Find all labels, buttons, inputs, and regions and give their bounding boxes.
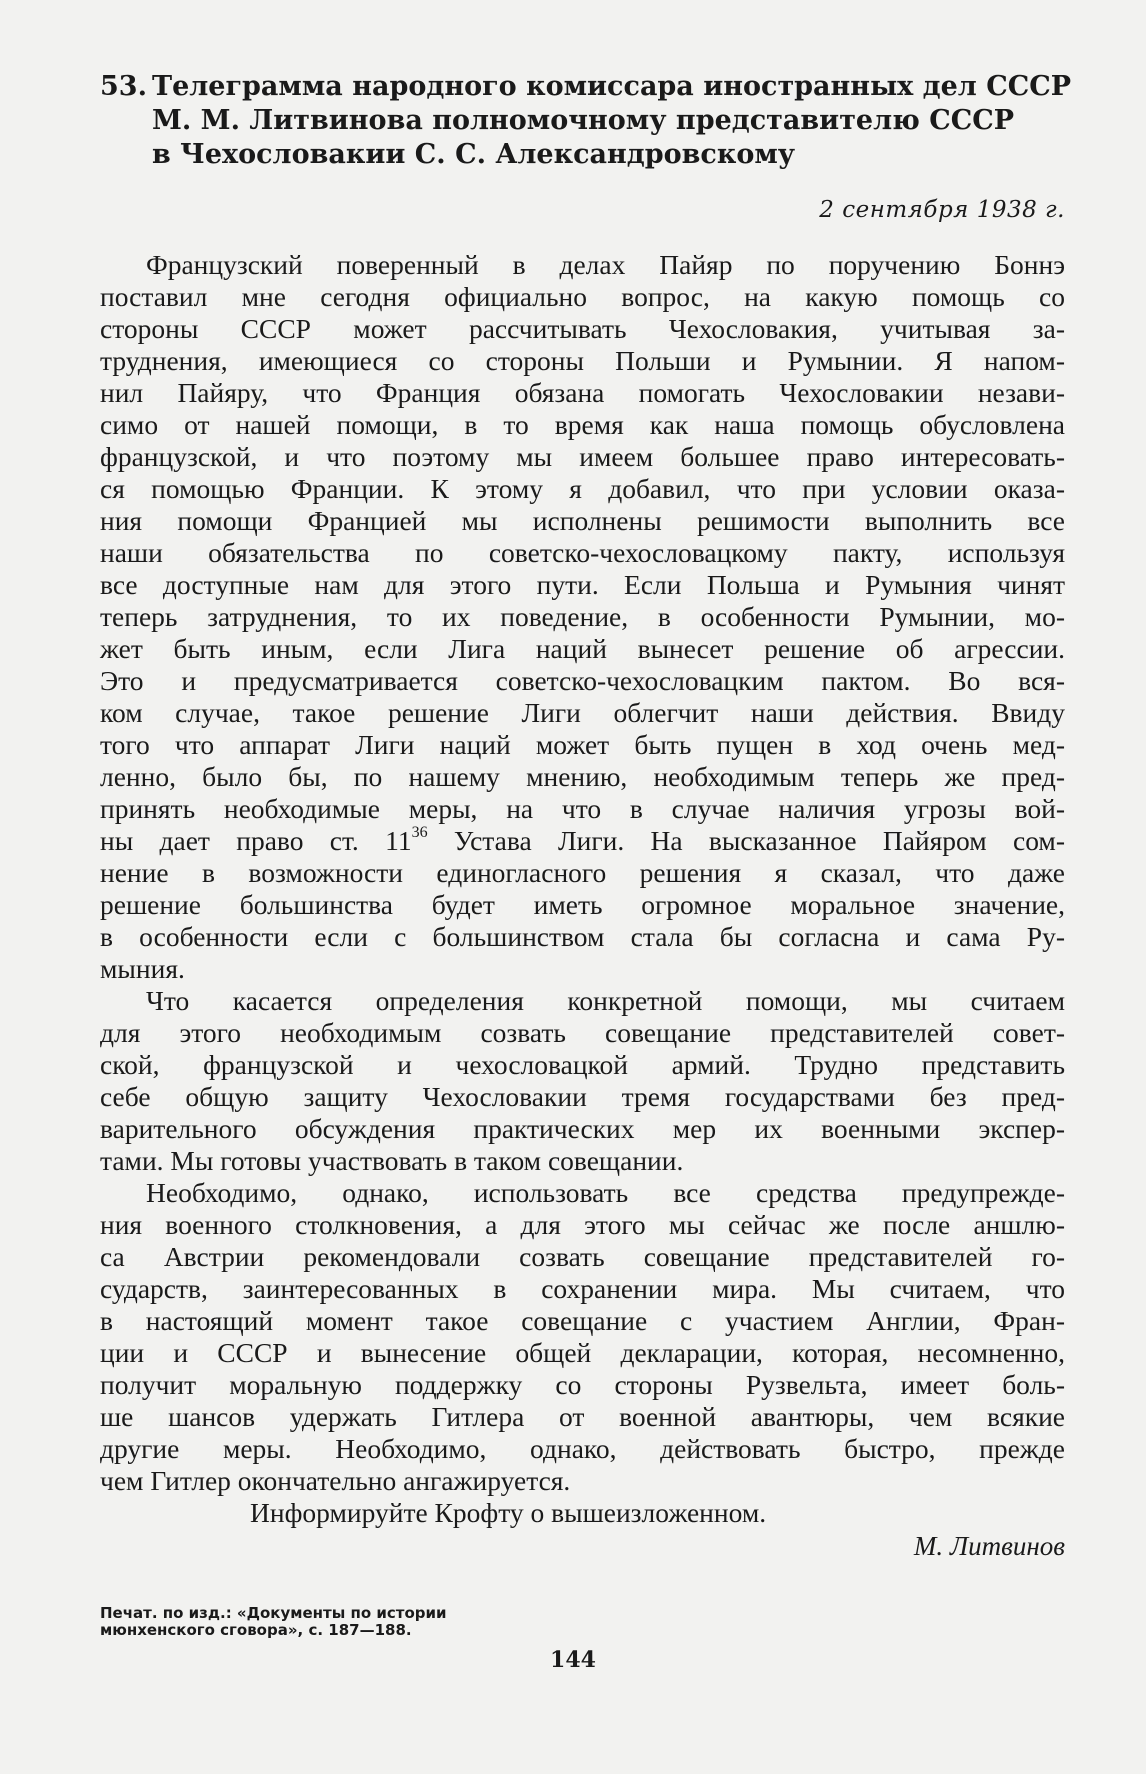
text-segment: Устава Лиги. На высказанное Пайяром сом- [427, 825, 1065, 856]
document-body [100, 249, 1065, 1529]
text-line: Необходимо, однако, использовать все средства предупрежде- [146, 1177, 1065, 1208]
title-line: Телеграмма народного комиссара иностранных дел СССР [152, 71, 1072, 102]
text-line: варительного обсуждения практических мер их военными экспер- [100, 1113, 1065, 1144]
title-line: М. М. Литвинова полномочному представителю СССР [152, 105, 1014, 136]
document-number: 53. [100, 71, 147, 102]
text-line: ленно, было бы, по нашему мнению, необходимым теперь же пред- [100, 761, 1065, 792]
text-line: ния военного столкновения, а для этого мы сейчас же после аншлю- [100, 1209, 1065, 1240]
text-line: ции и СССР и вынесение общей декларации, которая, несомненно, [100, 1337, 1065, 1368]
footnote-ref: 36 [411, 824, 428, 841]
signature: М. Литвинов [913, 1531, 1065, 1561]
text-line: все доступные нам для этого пути. Если Польша и Румыния чинят [100, 569, 1065, 600]
paragraph [100, 985, 1065, 1177]
text-line: жет быть иным, если Лига наций вынесет решение об агрессии. [100, 633, 1065, 664]
text-line: стороны СССР может рассчитывать Чехословакия, учитывая за- [100, 313, 1065, 344]
paragraph [100, 249, 1065, 985]
text-line: нение в возможности единогласного решения я сказал, что даже [100, 857, 1065, 888]
document-heading [100, 70, 1072, 172]
text-line: в настоящий момент такое совещание с участием Англии, Фран- [100, 1305, 1065, 1336]
text-line: Информируйте Крофту о вышеизложенном. [250, 1497, 767, 1528]
text-line: нил Пайяру, что Франция обязана помогать Чехословакии незави- [100, 377, 1065, 408]
text-line: сударств, заинтересованных в сохранении мира. Мы считаем, что [100, 1273, 1065, 1304]
text-line: ской, французской и чехословацкой армий. Трудно представить [100, 1049, 1065, 1080]
text-line: в особенности если с большинством стала бы согласна и сама Ру- [100, 921, 1065, 952]
text-segment: ны дает право ст. 11 [100, 825, 412, 856]
text-line: решение большинства будет иметь огромное моральное значение, [100, 889, 1065, 920]
text-line [100, 825, 1065, 857]
text-line: теперь затруднения, то их поведение, в особенности Румынии, мо- [100, 601, 1065, 632]
page-number: 144 [550, 1647, 596, 1673]
source-line: мюнхенского сговора», с. 187—188. [100, 1621, 412, 1639]
text-line: труднения, имеющиеся со стороны Польши и Румынии. Я напом- [100, 345, 1065, 376]
text-line: наши обязательства по советско-чехословацкому пакту, используя [100, 537, 1065, 568]
text-line: Французский поверенный в делах Пайяр по поручению Боннэ [146, 249, 1065, 280]
text-line: са Австрии рекомендовали созвать совещание представителей го- [100, 1241, 1065, 1272]
text-line: симо от нашей помощи, в то время как наша помощь обусловлена [100, 409, 1065, 440]
text-line: другие меры. Необходимо, однако, действовать быстро, прежде [100, 1433, 1065, 1464]
text-line: ния помощи Францией мы исполнены решимости выполнить все [100, 505, 1065, 536]
source-line: Печат. по изд.: «Документы по истории [100, 1604, 447, 1622]
text-line: Это и предусматривается советско-чехословацким пактом. Во вся- [100, 665, 1065, 696]
text-line: ся помощью Франции. К этому я добавил, что при условии оказа- [100, 473, 1065, 504]
document-date: 2 сентября 1938 г. [819, 197, 1065, 223]
document-title [152, 70, 1071, 172]
text-line: ше шансов удержать Гитлера от военной авантюры, чем всякие [100, 1401, 1065, 1432]
text-line: получит моральную поддержку со стороны Рузвельта, имеет боль- [100, 1369, 1065, 1400]
page [100, 70, 1072, 1639]
paragraph [100, 1497, 1065, 1529]
text-line: Что касается определения конкретной помощи, мы считаем [146, 985, 1065, 1016]
source-note [100, 1605, 1065, 1639]
text-line: ком случае, такое решение Лиги облегчит наши действия. Ввиду [100, 697, 1065, 728]
text-line: тами. Мы готовы участвовать в таком совещании. [100, 1145, 684, 1176]
text-line: того что аппарат Лиги наций может быть пущен в ход очень мед- [100, 729, 1065, 760]
paragraph [100, 1177, 1065, 1497]
text-line: французской, и что поэтому мы имеем большее право интересовать- [100, 441, 1065, 472]
text-line: себе общую защиту Чехословакии тремя государствами без пред- [100, 1081, 1065, 1112]
text-line: поставил мне сегодня официально вопрос, на какую помощь со [100, 281, 1065, 312]
text-line: для этого необходимым созвать совещание представителей совет- [100, 1017, 1065, 1048]
text-line: чем Гитлер окончательно ангажируется. [100, 1465, 571, 1496]
text-line: мыния. [100, 953, 185, 984]
title-line: в Чехословакии С. С. Александровскому [152, 139, 796, 170]
text-line: принять необходимые меры, на что в случае наличия угрозы вой- [100, 793, 1065, 824]
